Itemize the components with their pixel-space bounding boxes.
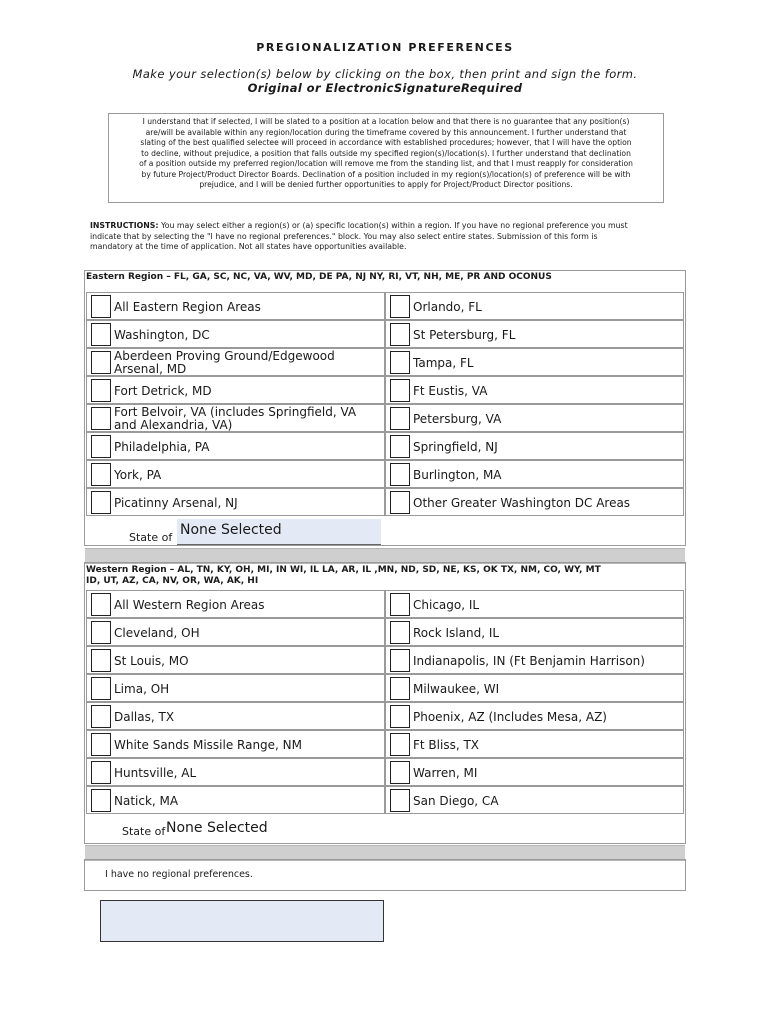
eastern-option-row: [86, 432, 385, 460]
western-option-checkbox[interactable]: [91, 705, 111, 728]
eastern-option-row: [385, 320, 684, 348]
eastern-option-row: [385, 404, 684, 432]
eastern-state-select[interactable]: None Selected: [177, 519, 381, 545]
western-option-label: San Diego, CA: [413, 793, 499, 808]
western-option-row: [86, 646, 385, 674]
eastern-option-row: [385, 292, 684, 320]
eastern-option-label: Philadelphia, PA: [114, 439, 210, 454]
western-option-label: Huntsville, AL: [114, 765, 197, 780]
western-option-row: [385, 702, 684, 730]
eastern-option-row: [86, 460, 385, 488]
eastern-option-checkbox[interactable]: [91, 379, 111, 402]
western-option-row: [385, 618, 684, 646]
western-option-checkbox[interactable]: [91, 593, 111, 616]
western-option-label: Cleveland, OH: [114, 625, 200, 640]
western-region-header: [85, 565, 686, 587]
eastern-option-label: Orlando, FL: [413, 299, 482, 314]
eastern-option-checkbox[interactable]: [91, 351, 111, 374]
western-option-row: [86, 674, 385, 702]
western-option-label: Milwaukee, WI: [413, 681, 500, 696]
western-option-checkbox[interactable]: [91, 649, 111, 672]
eastern-option-label: All Eastern Region Areas: [114, 299, 261, 314]
disclaimer-line: slating of the best qualified selectee will proceed in accordance with established procedures; however, that I will have the option: [140, 138, 632, 147]
instructions-label: INSTRUCTIONS:: [90, 221, 159, 230]
instructions-text: You may select either a region(s) or (a) specific location(s) within a region. If you have no regional preference you must: [158, 221, 628, 230]
western-option-label: Lima, OH: [114, 681, 170, 696]
western-option-row: [86, 758, 385, 786]
western-option-checkbox[interactable]: [91, 761, 111, 784]
disclaimer-line: of a position outside my preferred region/location will remove me from the standing list, and that I must reapply for consideration: [139, 159, 633, 168]
western-option-row: [86, 786, 385, 814]
eastern-option-checkbox[interactable]: [91, 491, 111, 514]
form-title: PREGIONALIZATION PREFERENCES: [256, 41, 514, 54]
eastern-option-checkbox[interactable]: [390, 463, 410, 486]
western-option-label: Ft Bliss, TX: [413, 737, 480, 752]
western-option-checkbox[interactable]: [91, 621, 111, 644]
western-state-label: State of: [122, 825, 166, 838]
western-option-checkbox[interactable]: [390, 649, 410, 672]
eastern-option-label: Washington, DC: [114, 327, 210, 342]
western-option-row: [86, 702, 385, 730]
western-option-label: Phoenix, AZ (Includes Mesa, AZ): [413, 709, 607, 724]
western-option-row: [385, 674, 684, 702]
eastern-option-label: Other Greater Washington DC Areas: [413, 495, 631, 510]
eastern-option-row: [86, 320, 385, 348]
eastern-option-label: Picatinny Arsenal, NJ: [114, 495, 238, 510]
disclaimer-line: to decline, without prejudice, a position that falls outside my specified region(s)/location(s). I further understand that declination: [141, 148, 631, 158]
eastern-option-label: York, PA: [114, 467, 162, 482]
disclaimer-line: I understand that if selected, I will be slated to a position at a location below and that there is no guarantee that any position(s): [142, 117, 630, 126]
western-option-checkbox[interactable]: [390, 761, 410, 784]
eastern-option-checkbox[interactable]: [390, 295, 410, 318]
eastern-option-label: Ft Eustis, VA: [413, 383, 488, 398]
western-option-checkbox[interactable]: [390, 705, 410, 728]
eastern-option-label: Fort Belvoir, VA (includes Springfield, VA and Alexandria, VA): [114, 405, 357, 432]
western-option-row: [86, 618, 385, 646]
eastern-option-label: Aberdeen Proving Ground/Edgewood Arsenal, MD: [114, 349, 335, 376]
eastern-option-label: St Petersburg, FL: [413, 327, 516, 342]
no-preference-label: I have no regional preferences.: [105, 869, 253, 880]
eastern-option-checkbox[interactable]: [390, 435, 410, 458]
western-option-row: [385, 786, 684, 814]
western-option-row: [385, 646, 684, 674]
western-option-checkbox[interactable]: [390, 621, 410, 644]
western-option-checkbox[interactable]: [390, 733, 410, 756]
eastern-option-label: Tampa, FL: [413, 355, 474, 370]
eastern-option-checkbox[interactable]: [91, 295, 111, 318]
western-state-select[interactable]: None Selected: [166, 820, 268, 836]
eastern-option-checkbox[interactable]: [91, 435, 111, 458]
western-option-checkbox[interactable]: [91, 677, 111, 700]
western-option-label: Rock Island, IL: [413, 625, 500, 640]
western-option-row: [385, 758, 684, 786]
signature-field[interactable]: [100, 900, 384, 942]
eastern-option-checkbox[interactable]: [390, 323, 410, 346]
eastern-option-row: [385, 460, 684, 488]
eastern-option-checkbox[interactable]: [91, 463, 111, 486]
eastern-option-checkbox[interactable]: [91, 407, 111, 430]
western-option-label: Dallas, TX: [114, 709, 175, 724]
western-option-row: [385, 730, 684, 758]
western-option-label: St Louis, MO: [114, 653, 189, 668]
signature-requirement: Original or ElectronicSignatureRequired: [247, 81, 523, 95]
western-option-checkbox[interactable]: [91, 789, 111, 812]
instructions-text: mandatory at the time of application. Not all states have opportunities available.: [90, 242, 407, 251]
eastern-option-row: [86, 292, 385, 320]
instructions-text: indicate that by selecting the "I have no regional preferences." block. You may also select entire states. Submission of this form is: [90, 231, 598, 241]
western-option-label: Warren, MI: [413, 765, 478, 780]
eastern-option-row: [385, 488, 684, 516]
western-option-row: [86, 590, 385, 618]
eastern-option-label: Petersburg, VA: [413, 411, 502, 426]
eastern-state-label: State of: [129, 531, 173, 544]
western-option-label: Natick, MA: [114, 793, 179, 808]
eastern-option-checkbox[interactable]: [390, 379, 410, 402]
eastern-option-row: [86, 348, 385, 376]
eastern-option-row: [385, 376, 684, 404]
eastern-option-checkbox[interactable]: [91, 323, 111, 346]
western-option-checkbox[interactable]: [390, 593, 410, 616]
eastern-option-label: Springfield, NJ: [413, 439, 498, 454]
eastern-option-row: [385, 348, 684, 376]
eastern-option-checkbox[interactable]: [390, 407, 410, 430]
eastern-option-checkbox[interactable]: [390, 351, 410, 374]
western-option-label: All Western Region Areas: [114, 597, 265, 612]
western-region-header-line: Western Region – AL, TN, KY, OH, MI, IN WI, IL LA, AR, IL ,MN, ND, SD, NE, KS, OK TX, NM, CO, WY, MT: [86, 565, 601, 575]
eastern-option-checkbox[interactable]: [390, 491, 410, 514]
disclaimer-box: [108, 113, 664, 203]
western-option-label: White Sands Missile Range, NM: [114, 737, 303, 752]
western-region-header-line: ID, UT, AZ, CA, NV, OR, WA, AK, HI: [86, 576, 259, 586]
disclaimer-line: by future Project/Product Director Boards. Declination of a position included in my region(s)/location(s) of preference will be with: [141, 169, 631, 179]
western-option-label: Indianapolis, IN (Ft Benjamin Harrison): [413, 653, 645, 668]
western-option-checkbox[interactable]: [390, 789, 410, 812]
western-option-row: [385, 590, 684, 618]
eastern-option-label: Burlington, MA: [413, 467, 502, 482]
eastern-option-row: [86, 488, 385, 516]
form-subtitle: Make your selection(s) below by clicking on the box, then print and sign the form.: [132, 67, 638, 81]
eastern-option-label: Fort Detrick, MD: [114, 383, 212, 398]
disclaimer-line: are/will be available within any region/location during the timeframe covered by this announcement. I further understand that: [145, 127, 627, 137]
western-option-checkbox[interactable]: [390, 677, 410, 700]
western-option-row: [86, 730, 385, 758]
eastern-option-row: [86, 376, 385, 404]
instructions: [90, 221, 680, 253]
eastern-option-row: [385, 432, 684, 460]
western-option-label: Chicago, IL: [413, 597, 480, 612]
western-option-checkbox[interactable]: [91, 733, 111, 756]
eastern-region-header: Eastern Region – FL, GA, SC, NC, VA, WV, MD, DE PA, NJ NY, RI, VT, NH, ME, PR AND OCONUS: [86, 272, 552, 282]
eastern-option-row: [86, 404, 385, 432]
disclaimer-line: prejudice, and I will be denied further opportunities to apply for Project/Product Director positions.: [199, 180, 573, 189]
